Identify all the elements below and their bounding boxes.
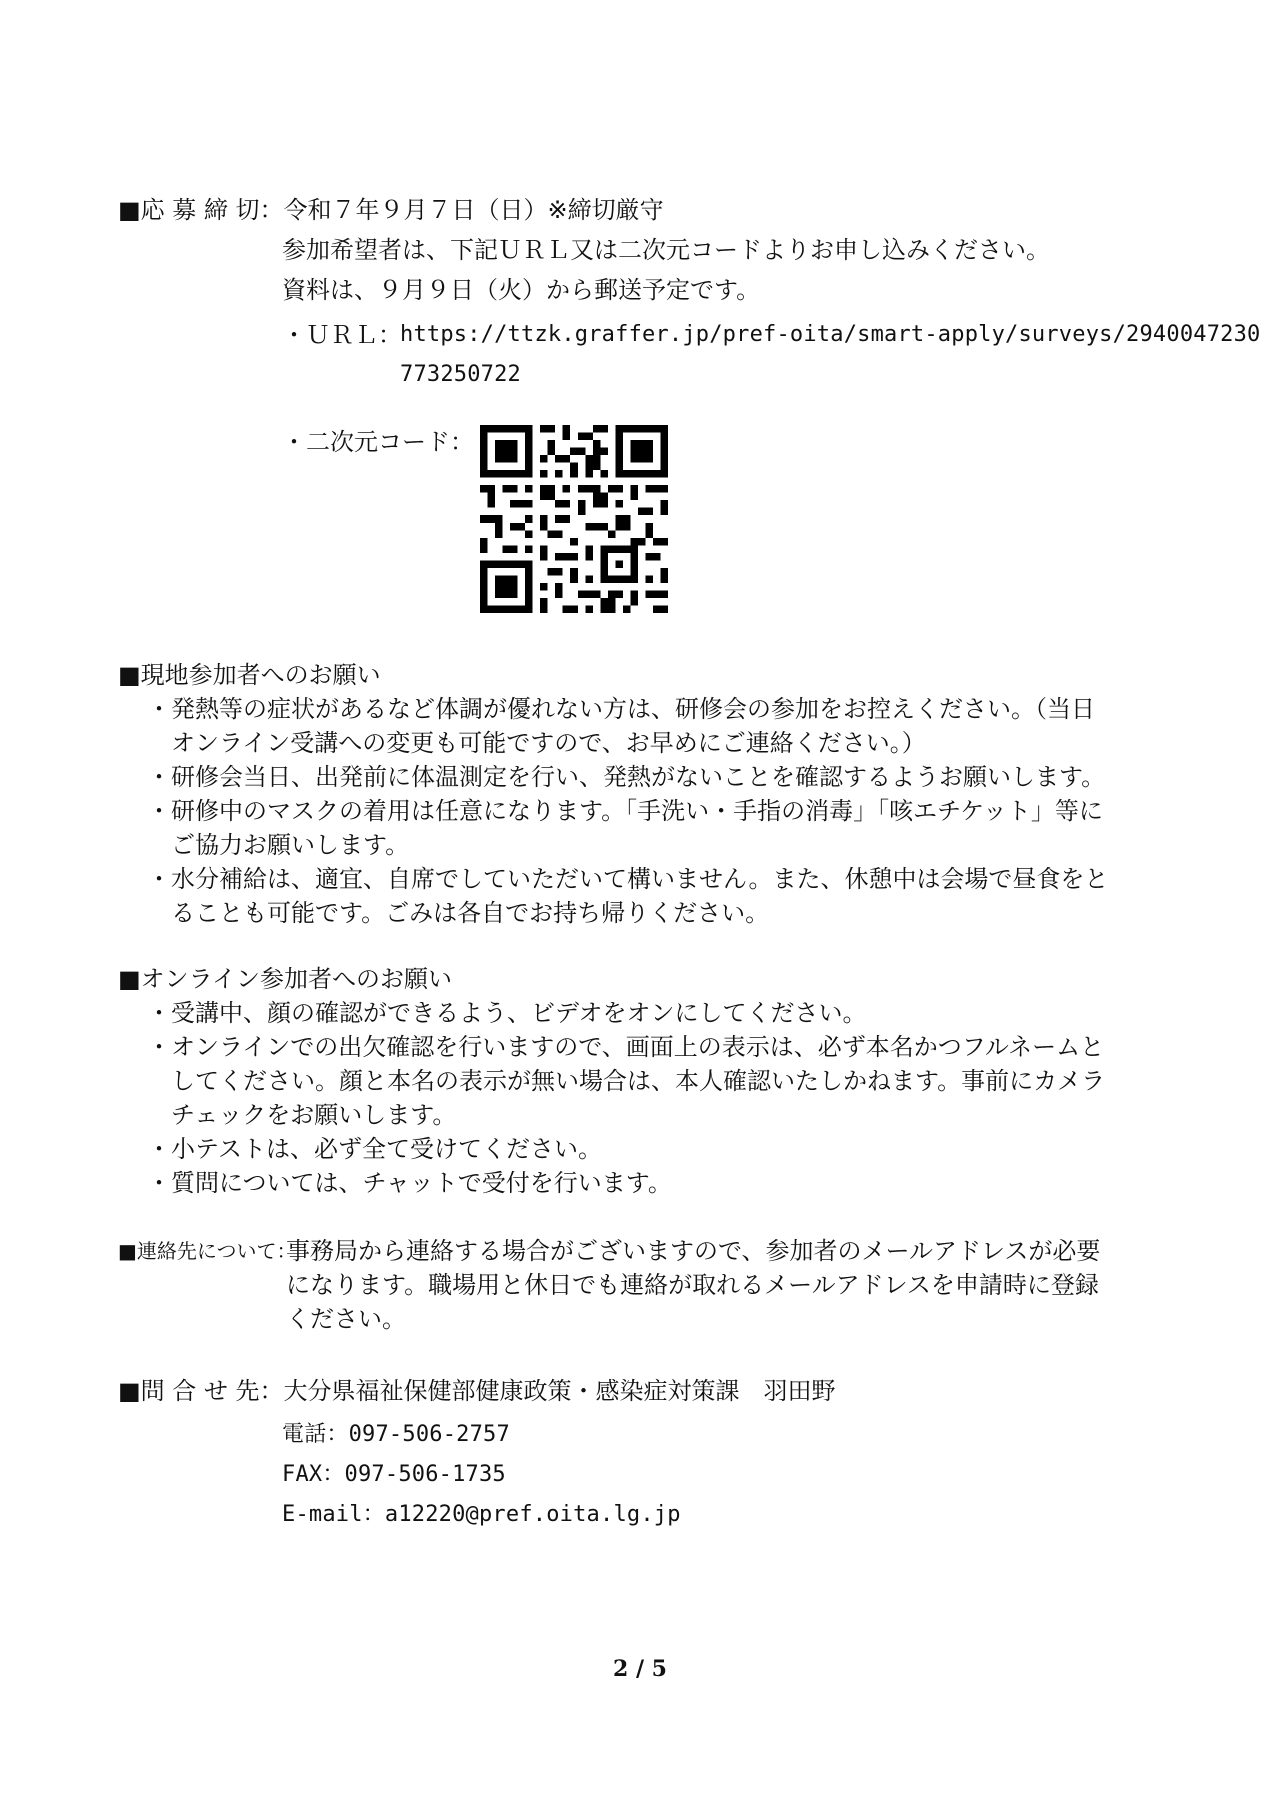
onsite-line: ・水分補給は、適宜、自席でしていただいて構いません。また、休憩中は会場で昼食をと: [147, 865, 1109, 893]
deadline-heading: ■応 募 締 切：令和７年９月７日（日）※締切厳守: [118, 196, 664, 224]
onsite-line: ・研修会当日、出発前に体温測定を行い、発熱がないことを確認するようお願いします。: [147, 763, 1106, 791]
inquiry-email[interactable]: E-mail：a12220@pref.oita.lg.jp: [282, 1502, 681, 1527]
onsite-line: ・研修中のマスクの着用は任意になります。「手洗い・手指の消毒」「咳エチケット」等に: [147, 797, 1103, 825]
page-number: 2 / 5: [613, 1656, 667, 1682]
online-line: ・受講中、顔の確認ができるよう、ビデオをオンにしてください。: [147, 999, 867, 1027]
qr-code-image[interactable]: [480, 425, 668, 613]
contact-note-line: 事務局から連絡する場合がございますので、参加者のメールアドレスが必要: [286, 1237, 1101, 1265]
contact-note-line: ください。: [286, 1305, 406, 1333]
onsite-line: ることも可能です。ごみは各自でお持ち帰りください。: [147, 899, 770, 927]
online-line: ・オンラインでの出欠確認を行いますので、画面上の表示は、必ず本名かつフルネームと: [147, 1033, 1105, 1061]
application-url-continued[interactable]: 773250722: [400, 362, 522, 387]
inquiry-heading: ■問 合 せ 先：大分県福祉保健部健康政策・感染症対策課 羽田野: [118, 1377, 836, 1405]
onsite-line: オンライン受講への変更も可能ですので、お早めにご連絡ください。）: [147, 729, 926, 757]
contact-note-heading: ■連絡先について：: [118, 1239, 297, 1263]
online-line: ・小テストは、必ず全て受けてください。: [147, 1135, 603, 1163]
onsite-line: ・発熱等の症状があるなど体調が優れない方は、研修会の参加をお控えください。（当日: [147, 695, 1095, 723]
onsite-heading: ■現地参加者へのお願い: [118, 661, 381, 689]
online-line: チェックをお願いします。: [147, 1101, 457, 1129]
inquiry-tel[interactable]: 電話：097-506-2757: [282, 1422, 510, 1447]
inquiry-fax: FAX：097-506-1735: [282, 1462, 506, 1487]
deadline-line-2: 資料は、９月９日（火）から郵送予定です。: [282, 276, 761, 304]
contact-note-line: になります。職場用と休日でも連絡が取れるメールアドレスを申請時に登録: [286, 1271, 1099, 1299]
qr-label: ・二次元コード：: [282, 428, 474, 456]
application-url[interactable]: https://ttzk.graffer.jp/pref-oita/smart-apply/surveys/2940047230: [400, 322, 1261, 347]
online-line: ・質問については、チャットで受付を行います。: [147, 1169, 672, 1197]
online-line: してください。顔と本名の表示が無い場合は、本人確認いたしかねます。事前にカメラ: [147, 1067, 1106, 1095]
onsite-line: ご協力お願いします。: [147, 831, 410, 859]
deadline-line-1: 参加希望者は、下記ＵＲＬ又は二次元コードよりお申し込みください。: [282, 236, 1050, 264]
online-heading: ■オンライン参加者へのお願い: [118, 965, 452, 993]
url-label: ・ＵＲＬ：: [282, 321, 402, 349]
